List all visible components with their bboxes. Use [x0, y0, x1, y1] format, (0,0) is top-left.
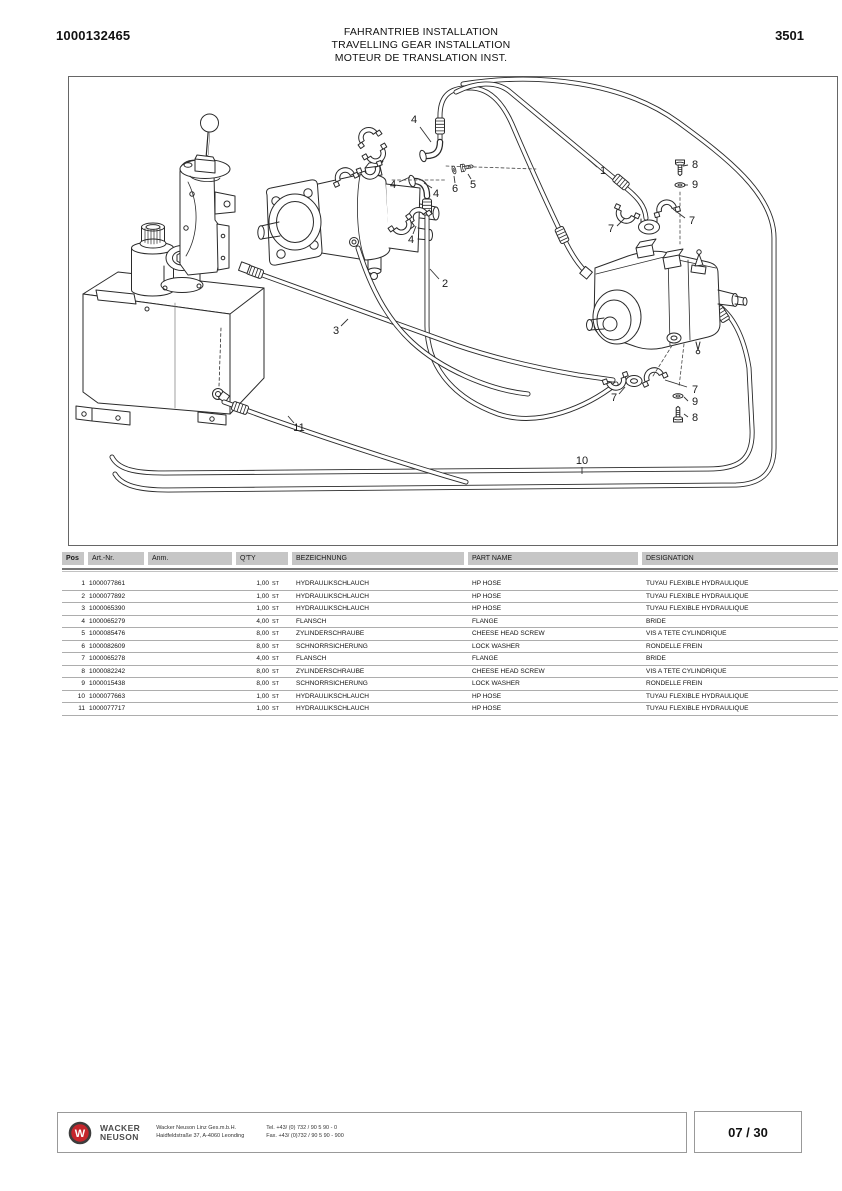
cell-art_nr: 1000077892 — [89, 592, 126, 600]
callout-number: 7 — [688, 215, 696, 227]
cell-qty: 4,00 ST — [256, 655, 280, 662]
title-line-en: TRAVELLING GEAR INSTALLATION — [331, 39, 511, 51]
cell-art_nr: 1000015438 — [89, 680, 126, 687]
parts-table-header — [62, 552, 838, 565]
group-code: 3501 — [775, 28, 804, 43]
document-number: 1000132465 — [56, 28, 131, 43]
cell-art_nr: 1000082242 — [89, 667, 126, 675]
parts-table-body — [62, 578, 838, 716]
callout-number: 4 — [432, 188, 440, 200]
cell-bezeichnung: SCHNORRSICHERUNG — [296, 642, 368, 650]
callout-number: 2 — [441, 278, 449, 290]
cell-designation: TUYAU FLEXIBLE HYDRAULIQUE — [646, 592, 749, 600]
cell-bezeichnung: ZYLINDERSCHRAUBE — [296, 630, 365, 637]
cell-bezeichnung: FLANSCH — [296, 655, 327, 662]
callout-number: 11 — [293, 422, 305, 434]
callout-number: 8 — [691, 159, 699, 171]
callout-number: 7 — [607, 223, 615, 235]
exploded-parts-diagram — [68, 76, 838, 546]
table-row — [62, 691, 838, 704]
cell-anm — [148, 603, 236, 615]
company-contact: Tel. +43/ (0) 732 / 90 5 90 - 0 Fax. +43/ (0)732 / 90 5 90 - 900 — [266, 1125, 344, 1139]
brand-wordmark: WACKER NEUSON — [100, 1123, 141, 1142]
cell-pos: 2 — [81, 592, 85, 600]
cell-qty: 1,00 ST — [256, 592, 280, 600]
cell-anm — [148, 703, 236, 715]
cell-pos: 1 — [81, 580, 85, 587]
callout-number: 9 — [691, 179, 699, 191]
title-line-de: FAHRANTRIEB INSTALLATION — [343, 26, 499, 38]
callout-number: 9 — [691, 396, 699, 408]
cell-part_name: HP HOSE — [472, 692, 502, 700]
cell-bezeichnung: SCHNORRSICHERUNG — [296, 680, 368, 687]
col-header-qty: Q'TY — [236, 552, 292, 565]
table-row — [62, 616, 838, 629]
cell-designation: BRIDE — [646, 655, 666, 662]
col-header-partname: PART NAME — [468, 552, 642, 565]
cell-anm — [148, 691, 236, 703]
cell-part_name: LOCK WASHER — [472, 680, 520, 687]
cell-designation: RONDELLE FREIN — [646, 680, 703, 687]
cell-anm — [148, 616, 236, 628]
title-line-fr: MOTEUR DE TRANSLATION INST. — [334, 52, 508, 64]
cell-bezeichnung: HYDRAULIKSCHLAUCH — [296, 592, 369, 600]
cell-pos: 10 — [77, 692, 85, 700]
table-row — [62, 628, 838, 641]
cell-pos: 5 — [81, 630, 85, 637]
cell-qty: 4,00 ST — [256, 617, 280, 625]
cell-pos: 11 — [78, 705, 85, 712]
cell-bezeichnung: HYDRAULIKSCHLAUCH — [296, 692, 369, 700]
table-row — [62, 603, 838, 616]
cell-qty: 1,00 ST — [256, 605, 280, 612]
callout-number: 8 — [691, 412, 699, 424]
col-header-designation: DESIGNATION — [642, 552, 838, 565]
cell-pos: 3 — [81, 605, 85, 612]
table-row — [62, 666, 838, 679]
cell-anm — [148, 666, 236, 678]
cell-qty: 8,00 ST — [256, 642, 280, 650]
header-rule — [62, 568, 838, 572]
cell-bezeichnung: FLANSCH — [296, 617, 327, 625]
diagram-svg — [68, 76, 838, 546]
table-row — [62, 641, 838, 654]
bottom-flange-fitting — [626, 376, 642, 387]
cell-bezeichnung: HYDRAULIKSCHLAUCH — [296, 605, 369, 612]
cell-part_name: FLANGE — [472, 617, 499, 625]
washer-pos9-top — [675, 183, 685, 187]
callout-number: 3 — [332, 325, 340, 337]
cell-anm — [148, 591, 236, 603]
table-row — [62, 678, 838, 691]
cell-part_name: HP HOSE — [472, 705, 502, 712]
callout-number: 7 — [691, 384, 699, 396]
cell-designation: BRIDE — [646, 617, 666, 625]
cell-anm — [148, 578, 236, 590]
cell-bezeichnung: HYDRAULIKSCHLAUCH — [296, 580, 369, 587]
cell-pos: 6 — [81, 642, 85, 650]
table-row — [62, 591, 838, 604]
cell-qty: 1,00 ST — [256, 692, 280, 700]
cell-qty: 8,00 ST — [256, 667, 280, 675]
cell-qty: 1,00 ST — [256, 705, 280, 712]
cell-bezeichnung: ZYLINDERSCHRAUBE — [296, 667, 365, 675]
table-row — [62, 703, 838, 716]
footer-company-box — [57, 1112, 687, 1153]
cell-pos: 9 — [81, 680, 85, 687]
cell-designation: VIS A TETE CYLINDRIQUE — [646, 667, 727, 675]
cell-art_nr: 1000077861 — [89, 580, 126, 587]
callout-number: 4 — [407, 234, 415, 246]
col-header-pos: Pos — [62, 552, 88, 565]
cell-anm — [148, 641, 236, 653]
callout-number: 7 — [610, 392, 618, 404]
page-title — [0, 26, 842, 65]
svg-text:W: W — [74, 1127, 86, 1140]
cell-part_name: HP HOSE — [472, 580, 502, 587]
cell-pos: 8 — [81, 667, 85, 675]
cell-designation: TUYAU FLEXIBLE HYDRAULIQUE — [646, 605, 749, 612]
col-header-anm: Anm. — [148, 552, 236, 565]
cell-anm — [148, 653, 236, 665]
washer-pos9-bottom — [673, 394, 683, 398]
callout-number: 5 — [469, 179, 477, 191]
callout-number: 10 — [575, 455, 589, 467]
page-indicator-box — [694, 1111, 802, 1153]
cell-part_name: CHEESE HEAD SCREW — [472, 667, 545, 675]
col-header-artnr: Art.-Nr. — [88, 552, 148, 565]
wacker-neuson-logo-icon — [67, 1120, 93, 1146]
page-indicator: 07 / 30 — [728, 1124, 768, 1140]
callout-number: 6 — [451, 183, 459, 195]
cell-pos: 4 — [81, 617, 85, 625]
callout-number: 4 — [389, 179, 397, 191]
cell-anm — [148, 628, 236, 640]
cell-part_name: LOCK WASHER — [472, 642, 520, 650]
cell-art_nr: 1000085476 — [89, 630, 126, 637]
parts-table — [62, 552, 838, 716]
cell-anm — [148, 678, 236, 690]
cell-art_nr: 1000065390 — [89, 605, 126, 612]
cell-part_name: HP HOSE — [472, 592, 502, 600]
cell-art_nr: 1000077663 — [89, 692, 126, 700]
cell-designation: TUYAU FLEXIBLE HYDRAULIQUE — [646, 692, 749, 700]
cell-part_name: FLANGE — [472, 655, 499, 662]
cell-art_nr: 1000065279 — [89, 617, 126, 625]
cell-qty: 8,00 ST — [256, 630, 280, 637]
cell-part_name: HP HOSE — [472, 605, 502, 612]
cell-designation: TUYAU FLEXIBLE HYDRAULIQUE — [646, 705, 749, 712]
cell-designation: VIS A TETE CYLINDRIQUE — [646, 630, 727, 637]
callout-number: 4 — [410, 114, 418, 126]
callout-number: 1 — [599, 165, 607, 177]
table-row — [62, 578, 838, 591]
cell-art_nr: 1000077717 — [89, 705, 126, 712]
cell-art_nr: 1000082609 — [89, 642, 126, 650]
cell-designation: RONDELLE FREIN — [646, 642, 703, 650]
company-address: Wacker Neuson Linz Ges.m.b.H. Haidfeldstraße 37, A-4060 Leonding — [156, 1125, 245, 1139]
cell-pos: 7 — [81, 655, 85, 662]
cell-designation: TUYAU FLEXIBLE HYDRAULIQUE — [646, 580, 749, 587]
cell-qty: 8,00 ST — [256, 680, 280, 687]
table-row — [62, 653, 838, 666]
col-header-bezeichnung: BEZEICHNUNG — [292, 552, 468, 565]
cell-part_name: CHEESE HEAD SCREW — [472, 630, 545, 637]
cell-qty: 1,00 ST — [256, 580, 280, 587]
cell-bezeichnung: HYDRAULIKSCHLAUCH — [296, 705, 369, 712]
cell-art_nr: 1000065278 — [89, 655, 126, 662]
